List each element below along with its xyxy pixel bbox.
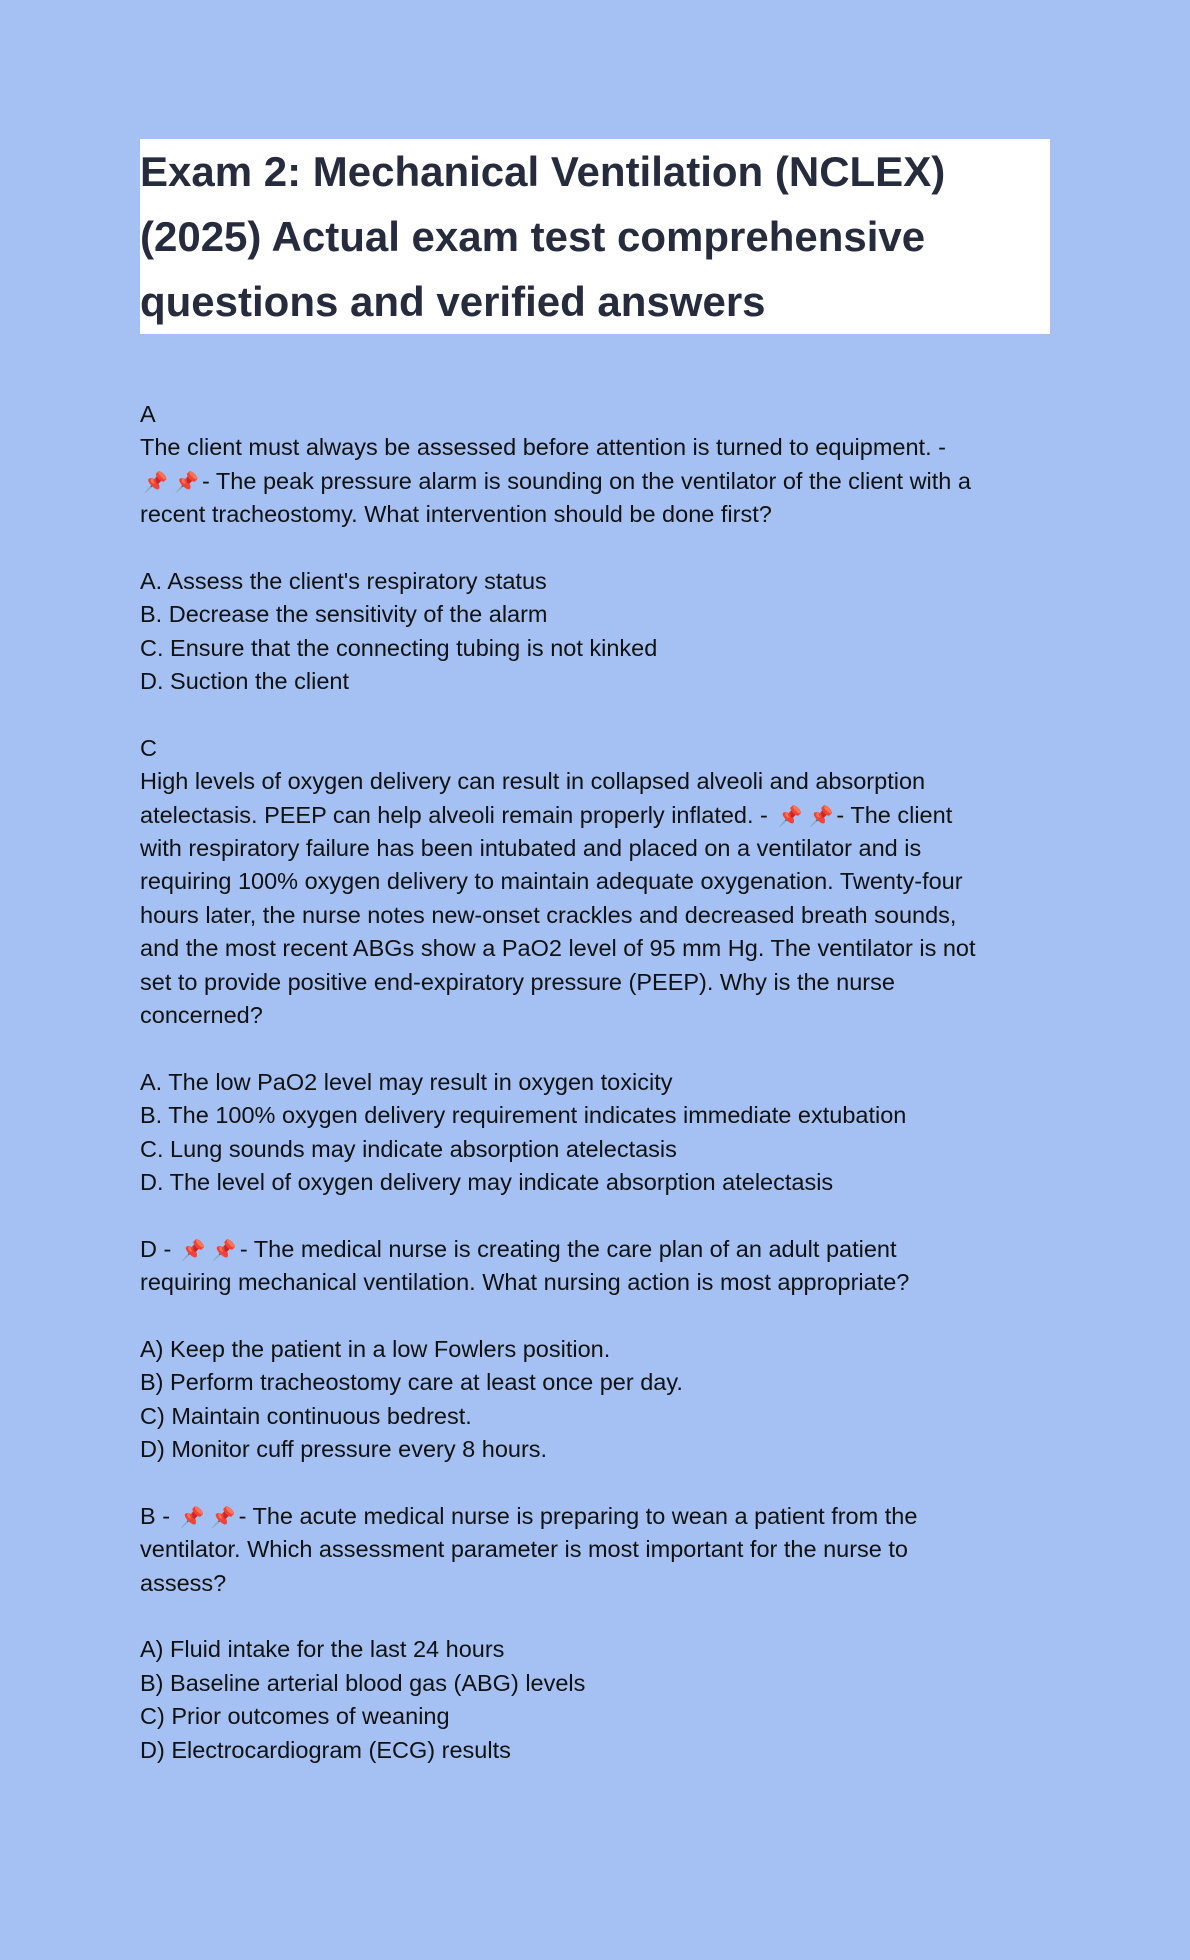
answer-letter: C [140,734,157,761]
option-c: C. Ensure that the connecting tubing is not kinked [140,634,658,661]
question-block [140,1500,1060,1767]
pushpin-icon: 📌 [179,1504,205,1529]
question-stem-line: with respiratory failure has been intubated and placed on a ventilator and is [140,835,922,862]
title-line: questions and verified answers [140,278,766,325]
question-stem-line: requiring mechanical ventilation. What nursing action is most appropriate? [140,1269,910,1296]
question-stem-line: ventilator. Which assessment parameter is most important for the nurse to [140,1536,908,1563]
pushpin-icon: 📌 [210,1504,236,1529]
question-stem-line: requiring 100% oxygen delivery to maintain adequate oxygenation. Twenty-four [140,868,963,895]
pushpin-icon: 📌 [180,1237,206,1262]
pushpin-icon: 📌 [143,469,168,494]
option-b: B. Decrease the sensitivity of the alarm [140,601,548,628]
option-c: C) Maintain continuous bedrest. [140,1402,472,1429]
pushpin-icon: 📌 [211,1237,237,1262]
document-title [140,139,1050,334]
question-stem-line: and the most recent ABGs show a PaO2 level of 95 mm Hg. The ventilator is not [140,935,976,962]
question-stem-line: set to provide positive end-expiratory pressure (PEEP). Why is the nurse [140,968,895,995]
option-a: A. The low PaO2 level may result in oxygen toxicity [140,1068,673,1095]
title-box [140,139,1050,334]
option-a: A) Keep the patient in a low Fowlers position. [140,1335,611,1362]
option-d: D) Electrocardiogram (ECG) results [140,1736,511,1763]
question-block [140,398,1060,732]
answer-letter: A [140,401,156,427]
option-c: C. Lung sounds may indicate absorption atelectasis [140,1135,677,1162]
pushpin-icon: 📌 [174,469,199,494]
option-d: D. Suction the client [140,668,349,695]
option-b: B. The 100% oxygen delivery requirement indicates immediate extubation [140,1102,907,1129]
rationale-line: The client must always be assessed before attention is turned to equipment. - [140,434,946,461]
option-a: A) Fluid intake for the last 24 hours [140,1636,505,1663]
question-stem-line: hours later, the nurse notes new-onset crackles and decreased breath sounds, [140,901,957,928]
question-block [140,732,1060,1233]
question-stem-line: 📌 📌 - The peak pressure alarm is sounding on the ventilator of the client with a [140,465,1060,498]
question-stem-line: assess? [140,1569,227,1596]
option-d: D. The level of oxygen delivery may indicate absorption atelectasis [140,1168,834,1195]
question-stem-line: D - 📌 📌 - The medical nurse is creating the care plan of an adult patient [140,1233,1060,1266]
question-stem-line: B - 📌 📌 - The acute medical nurse is preparing to wean a patient from the [140,1500,1060,1533]
title-line: Exam 2: Mechanical Ventilation (NCLEX) [140,148,946,195]
rationale-line: atelectasis. PEEP can help alveoli remain properly inflated. - 📌 📌 - The client [140,799,1060,832]
pushpin-icon: 📌 [808,803,834,828]
option-a: A. Assess the client's respiratory status [140,567,547,594]
question-stem-line: recent tracheostomy. What intervention should be done first? [140,501,772,528]
pushpin-icon: 📌 [777,803,803,828]
question-stem-line: concerned? [140,1002,263,1029]
option-b: B) Perform tracheostomy care at least once per day. [140,1369,683,1396]
option-d: D) Monitor cuff pressure every 8 hours. [140,1436,548,1463]
answer-letter: B - [140,1502,177,1529]
rationale-line: High levels of oxygen delivery can result in collapsed alveoli and absorption [140,768,926,795]
title-line: (2025) Actual exam test comprehensive [140,213,926,260]
option-b: B) Baseline arterial blood gas (ABG) levels [140,1669,586,1696]
answer-letter: D - [140,1235,178,1262]
option-c: C) Prior outcomes of weaning [140,1703,450,1730]
question-list [140,398,1060,1767]
question-block [140,1233,1060,1500]
